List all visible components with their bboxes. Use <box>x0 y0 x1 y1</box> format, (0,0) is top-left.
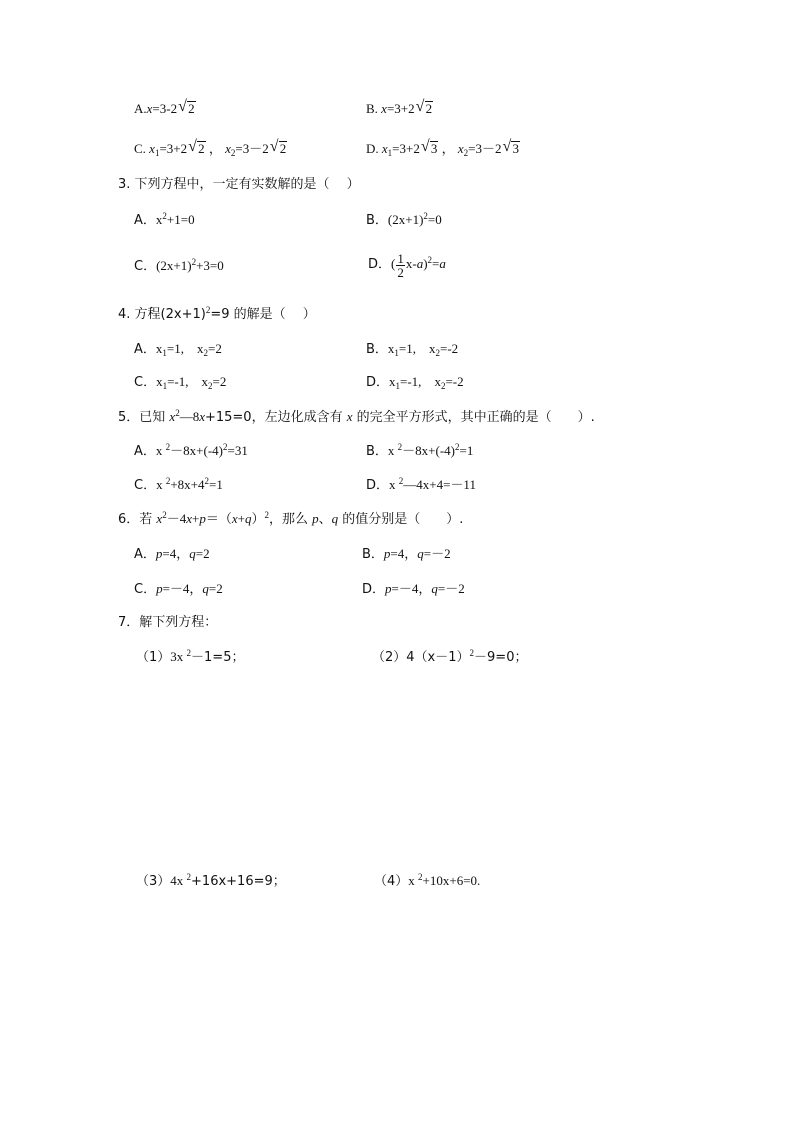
q4-option-d: D．$x_1=-1$, $x_2=-2$ <box>366 374 464 391</box>
q4-option-a: A．$x_1=1$, $x_2=2$ <box>134 341 222 358</box>
q6-option-d: D．p=－4，q=－2 <box>362 581 465 597</box>
q2-option-a: A.x=3-2 √ 2 <box>134 98 195 116</box>
q4-option-b: B．$x_1=1$, $x_2=-2$ <box>366 341 459 358</box>
q6-option-b: B．p=4，q=－2 <box>362 546 451 562</box>
q5-option-b: B．x $^2-8x+(-4)^2=1$ <box>366 442 474 459</box>
q7-part-1: （1）3x $^2$－1=5； <box>136 648 245 665</box>
q6-option-a: A．p=4，q=2 <box>134 546 210 562</box>
q3-stem: 3. 下列方程中，一定有实数解的是（ ） <box>118 177 360 192</box>
sqrt-symbol: √ 2 <box>269 138 287 156</box>
q5-option-a: A．x $^2-8x+(-4)^2=31$ <box>134 442 248 459</box>
sqrt-symbol: √ 2 <box>188 138 205 156</box>
q3-option-c: C．$(2x+1)^2+3=0$ <box>134 257 224 274</box>
q6-option-c: C．p=－4，q=2 <box>134 581 223 597</box>
q4-stem: 4. 方程$(2x+1)^2=9$ 的解是（ ） <box>118 305 316 322</box>
q7-stem: 7．解下列方程： <box>118 615 218 630</box>
q7-part-3: （3）4x $^2$+16x+16=9； <box>136 872 286 889</box>
q3-option-d: D．( $\frac{1}{2}$ x-a)$^2$=a <box>368 250 446 280</box>
q7-part-2: $(2)4(x-1)^2-9=0$； <box>372 648 528 665</box>
fraction: $\frac{1}{2}$ <box>397 250 404 280</box>
sqrt-symbol: √ 2 <box>178 98 195 116</box>
q2-option-c: C. $x_1=3+2$ √ 2 ， $x_2=3-2$ √ 2 <box>134 138 287 158</box>
sqrt-symbol: √ 3 <box>502 138 519 156</box>
q3-option-b: B．$(2x+1)^2=0$ <box>366 211 442 228</box>
q7-part-4: （4）x $^2$+10x+6=0. <box>374 872 481 889</box>
sqrt-symbol: √ 3 <box>420 138 438 156</box>
q4-option-c: C．$x_1=-1$, $x_2=2$ <box>134 374 227 391</box>
q6-stem: 6．若 $x^2-4x+p=(x+q)^2$，那么 p、q 的值分别是（ ）. <box>118 510 464 527</box>
q3-option-a: A．$x^2+1=0$ <box>134 211 195 228</box>
q5-option-d: D．x $^2$—4x+4=－11 <box>366 476 476 493</box>
q5-stem: 5．已知 $x^2—8x+15=0$，左边化成含有 x 的完全平方形式，其中正确的是（ ）. <box>118 408 595 425</box>
q2-option-b: B. x=3+2 √ 2 <box>366 98 433 116</box>
sqrt-symbol: √ 2 <box>415 98 433 116</box>
q5-option-c: C．x $^2+8x+4^2=1$ <box>134 476 223 493</box>
q2-option-d: D. $x_1=3+2$ √ 3 ， $x_2=3-2$ √ 3 <box>366 138 519 158</box>
